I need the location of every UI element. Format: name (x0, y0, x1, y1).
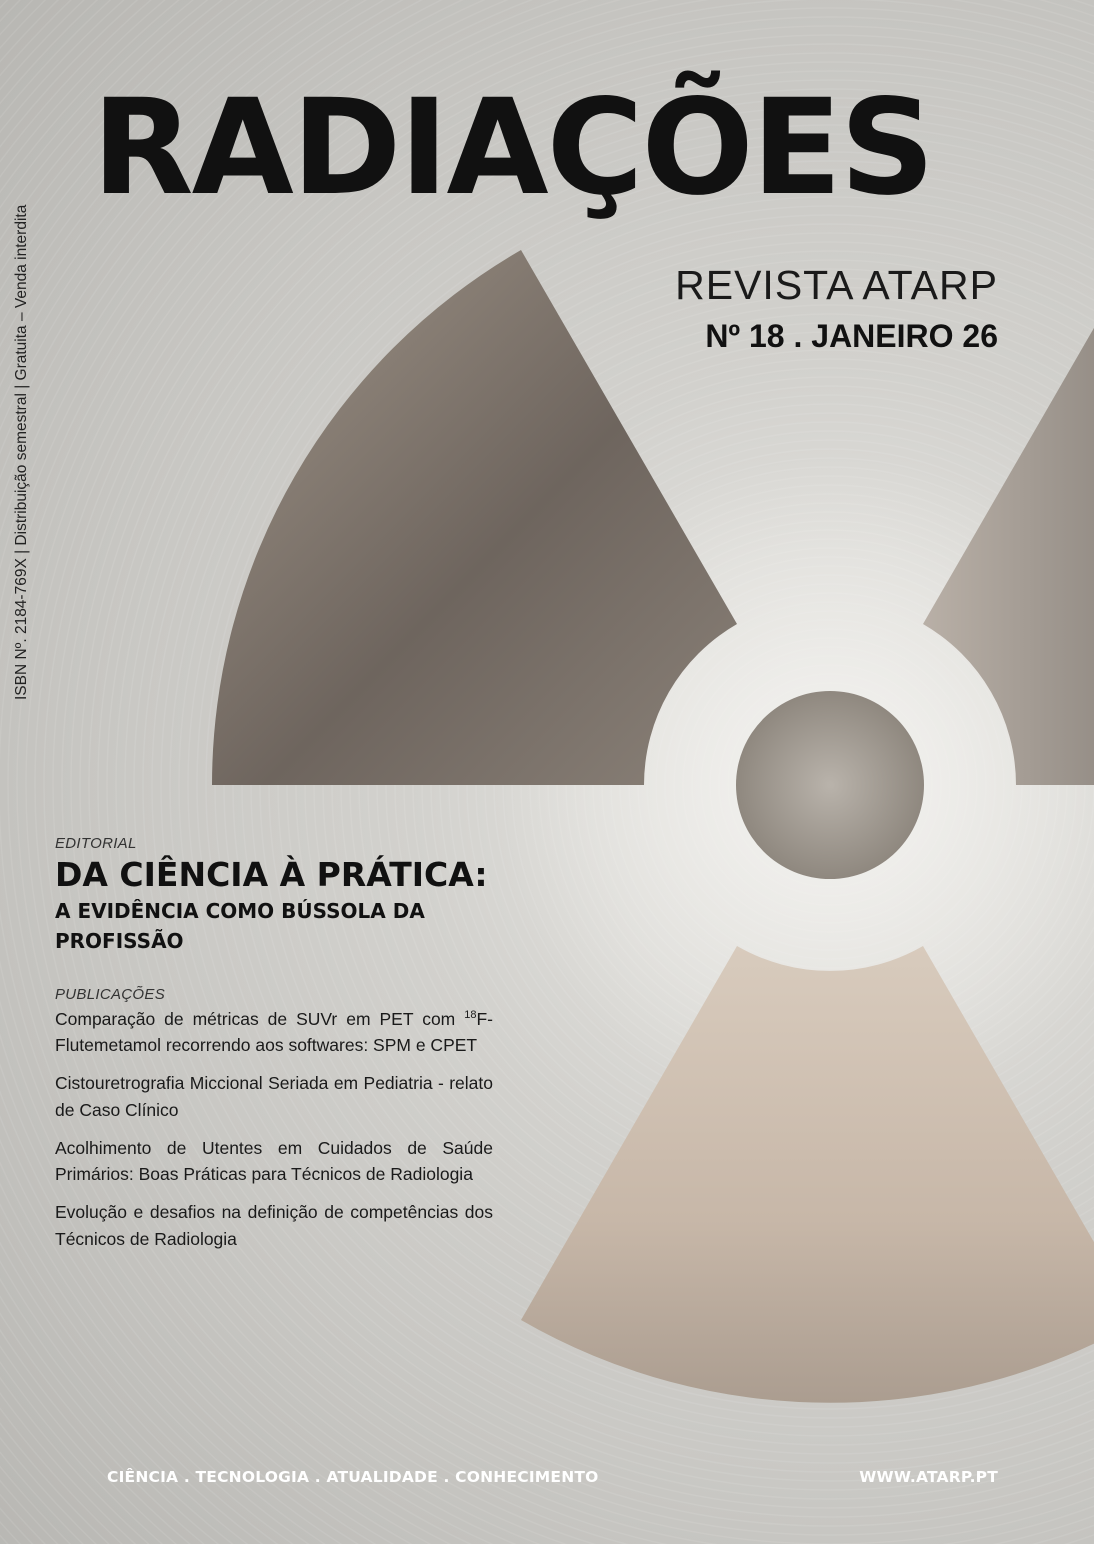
publication-item: Evolução e desafios na definição de competências dos Técnicos de Radiologia (55, 1202, 493, 1249)
publication-title-part: F-Flutemetamol recorrendo aos softwares: SPM e CPET (55, 1008, 493, 1056)
editorial-label: EDITORIAL (55, 835, 137, 852)
contents-block (55, 835, 493, 1252)
editorial-headline: DA CIÊNCIA À PRÁTICA: (55, 855, 488, 894)
isbn-distribution-note: ISBN Nº. 2184-769X | Distribuição semestral | Gratuita – Venda interdita (13, 204, 30, 700)
isotope-superscript: 18 (464, 1009, 477, 1022)
website-link[interactable]: WWW.ATARP.PT (859, 1468, 998, 1486)
footer-tagline: CIÊNCIA . TECNOLOGIA . ATUALIDADE . CONHECIMENTO (107, 1468, 599, 1486)
publication-title-part: Comparação de métricas de SUVr em PET com (55, 1008, 465, 1029)
editorial-subheadline: A EVIDÊNCIA COMO BÚSSOLA DA PROFISSÃO (55, 898, 425, 953)
trefoil-center-disc (736, 691, 924, 879)
issue-number-date: Nº 18 . JANEIRO 26 (705, 318, 998, 354)
publication-item: Acolhimento de Utentes em Cuidados de Saúde Primários: Boas Práticas para Técnicos de Radiologia (55, 1137, 493, 1185)
magazine-subtitle: REVISTA ATARP (675, 262, 998, 308)
publication-item (55, 1006, 493, 1059)
publications-label: PUBLICAÇÕES (55, 985, 165, 1003)
publication-item: Cistouretrografia Miccional Seriada em Pediatria - relato de Caso Clínico (55, 1073, 493, 1120)
magazine-title: RADIAÇÕES (92, 71, 933, 225)
